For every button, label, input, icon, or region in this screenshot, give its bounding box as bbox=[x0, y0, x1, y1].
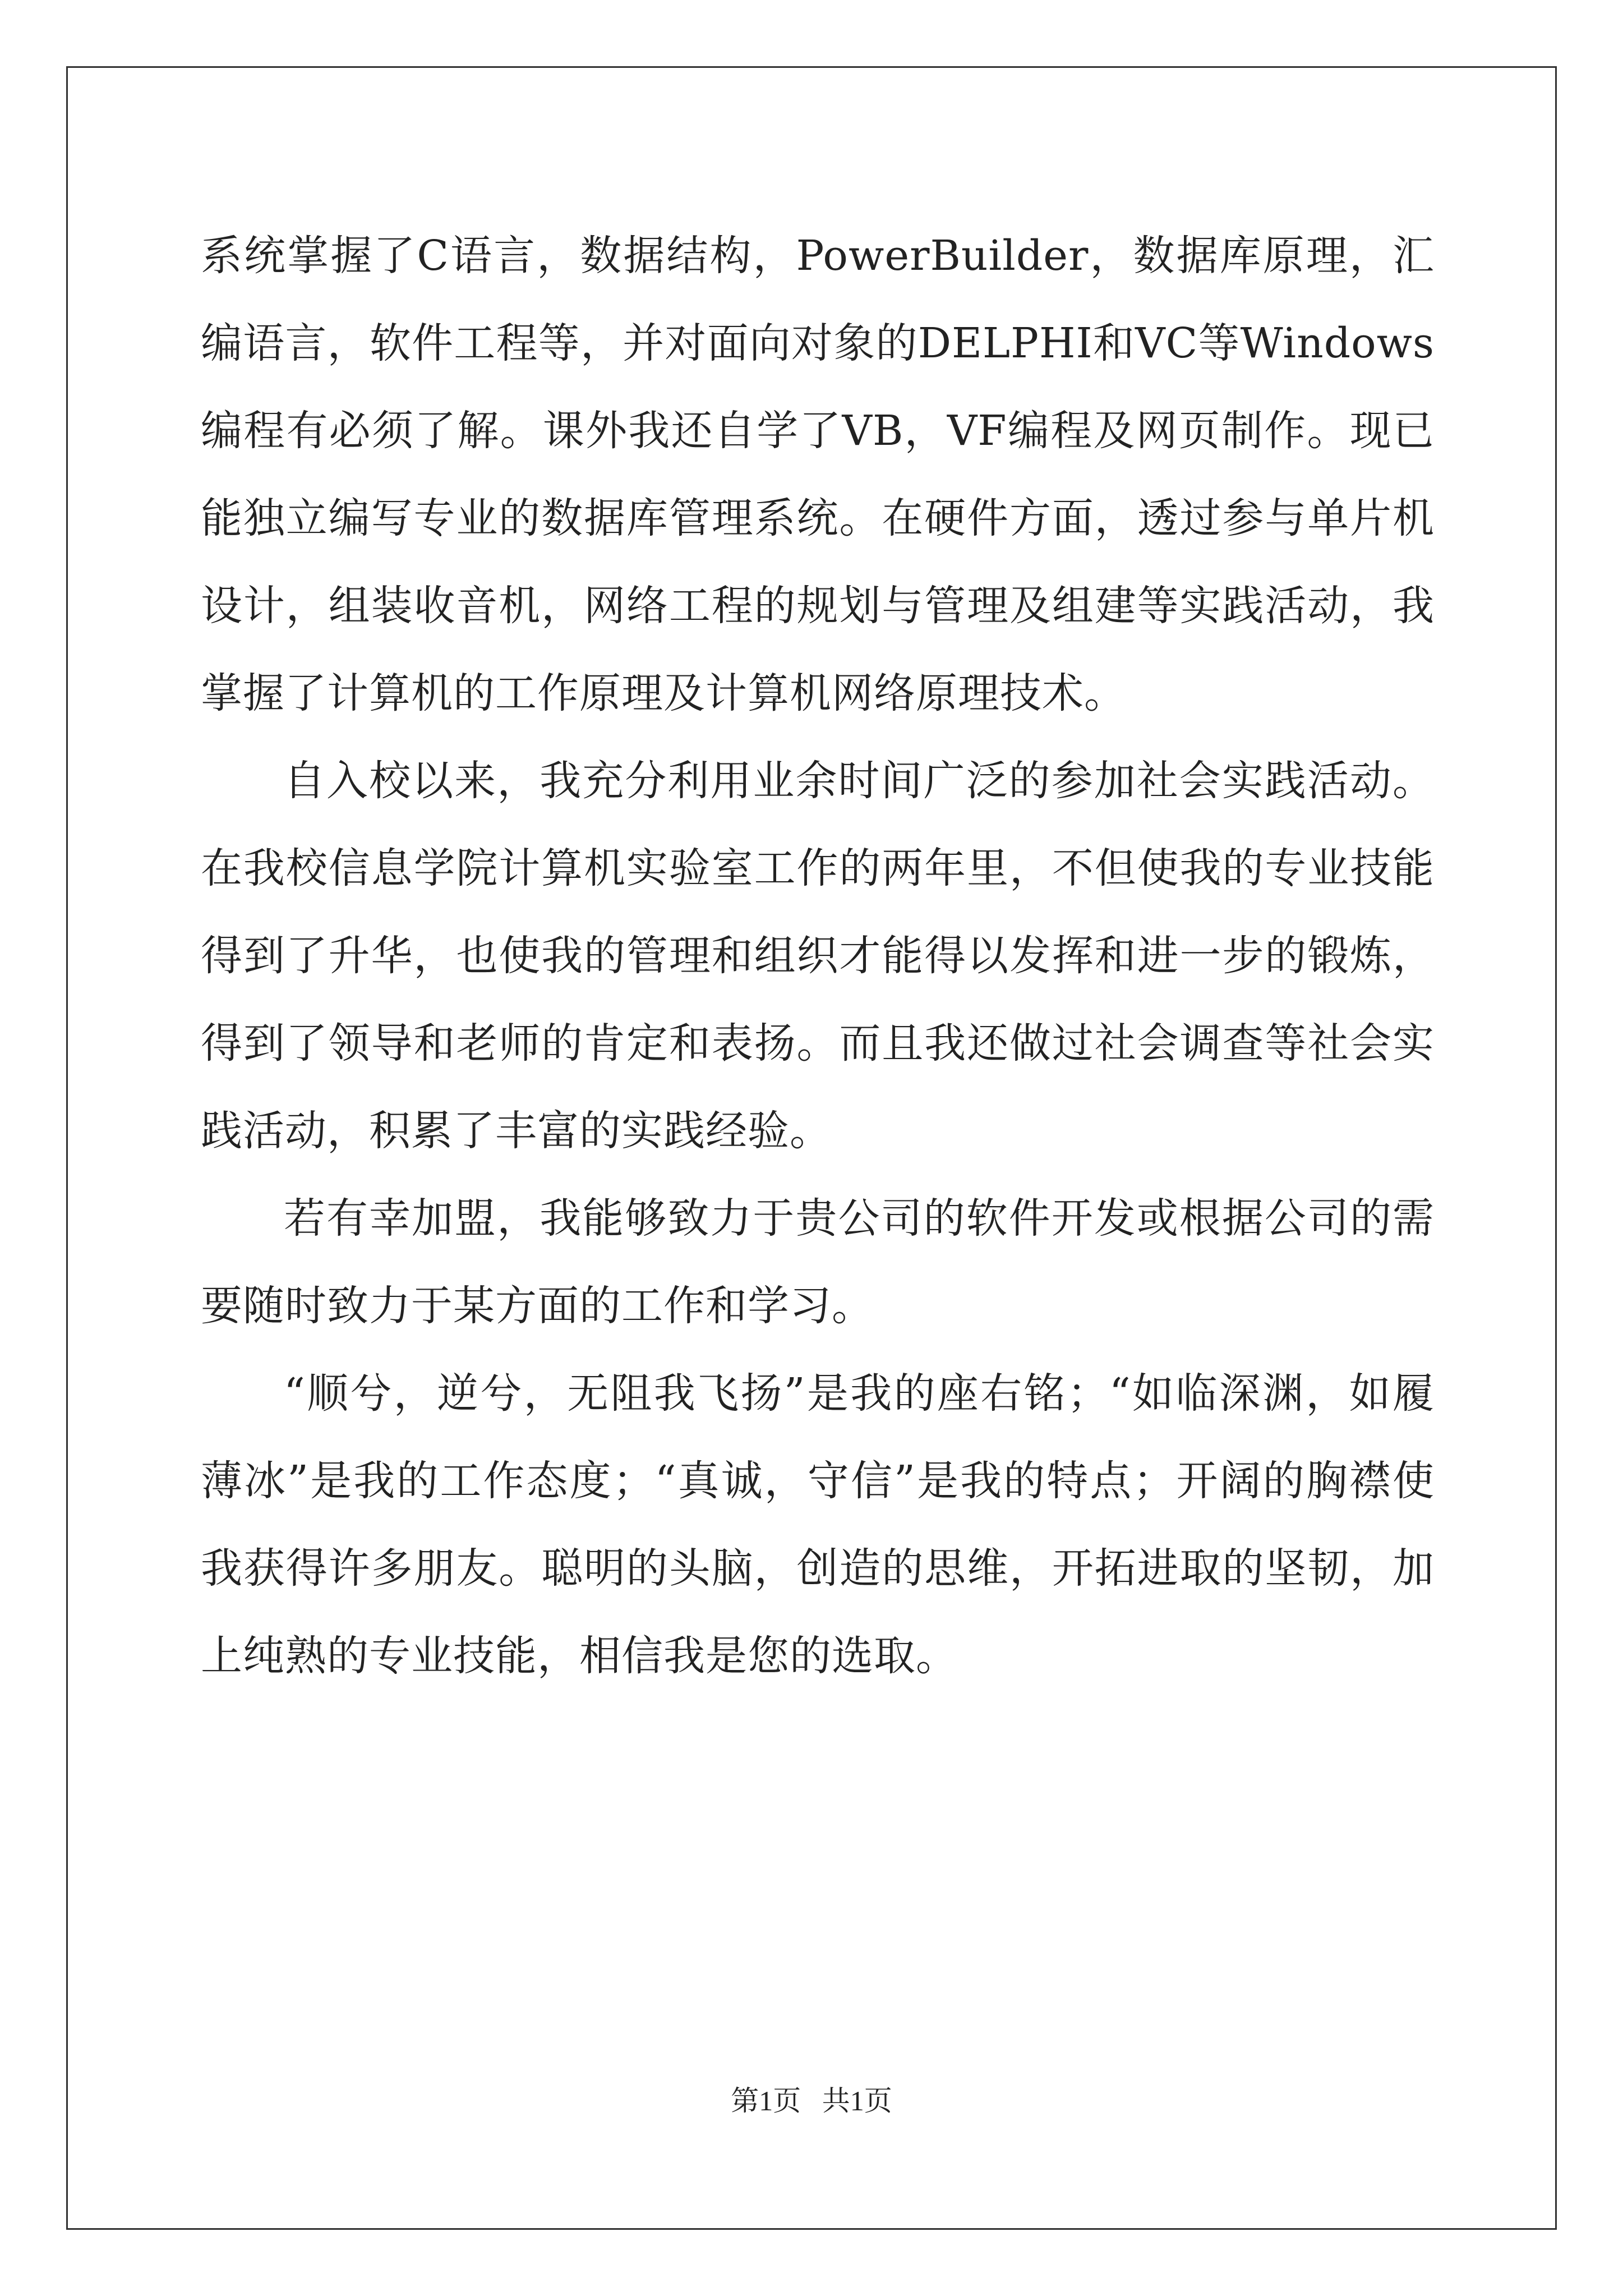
paragraph-1: 系统掌握了C语言，数据结构，PowerBuilder，数据库原理，汇编语言，软件工程等，并对面向对象的DELPHI和VC等Windows编程有必须了解。课外我还自学了VB，VF编程及网页制作。现已能独立编写专业的数据库管理系统。在硬件方面，透过参与单片机设计，组装收音机，网络工程的规划与管理及组建等实践活动，我掌握了计算机的工作原理及计算机网络原理技术。 bbox=[201, 232, 1435, 717]
page-number-footer: 第1页 共1页 bbox=[731, 2085, 892, 2116]
paragraph-4: “顺兮，逆兮，无阻我飞扬”是我的座右铭；“如临深渊，如履薄冰”是我的工作态度；“真诚，守信”是我的特点；开阔的胸襟使我获得许多朋友。聪明的头脑，创造的思维，开拓进取的坚韧，加上纯熟的专业技能，相信我是您的选取。 bbox=[201, 1369, 1435, 1680]
paragraph-3: 若有幸加盟，我能够致力于贵公司的软件开发或根据公司的需要随时致力于某方面的工作和学习。 bbox=[201, 1194, 1435, 1330]
paragraph-2: 自入校以来，我充分利用业余时间广泛的参加社会实践活动。在我校信息学院计算机实验室工作的两年里，不但使我的专业技能得到了升华，也使我的管理和组织才能得以发挥和进一步的锻炼，得到了领导和老师的肯定和表扬。而且我还做过社会调查等社会实践活动，积累了丰富的实践经验。 bbox=[201, 757, 1435, 1155]
document-body bbox=[201, 212, 1435, 1700]
